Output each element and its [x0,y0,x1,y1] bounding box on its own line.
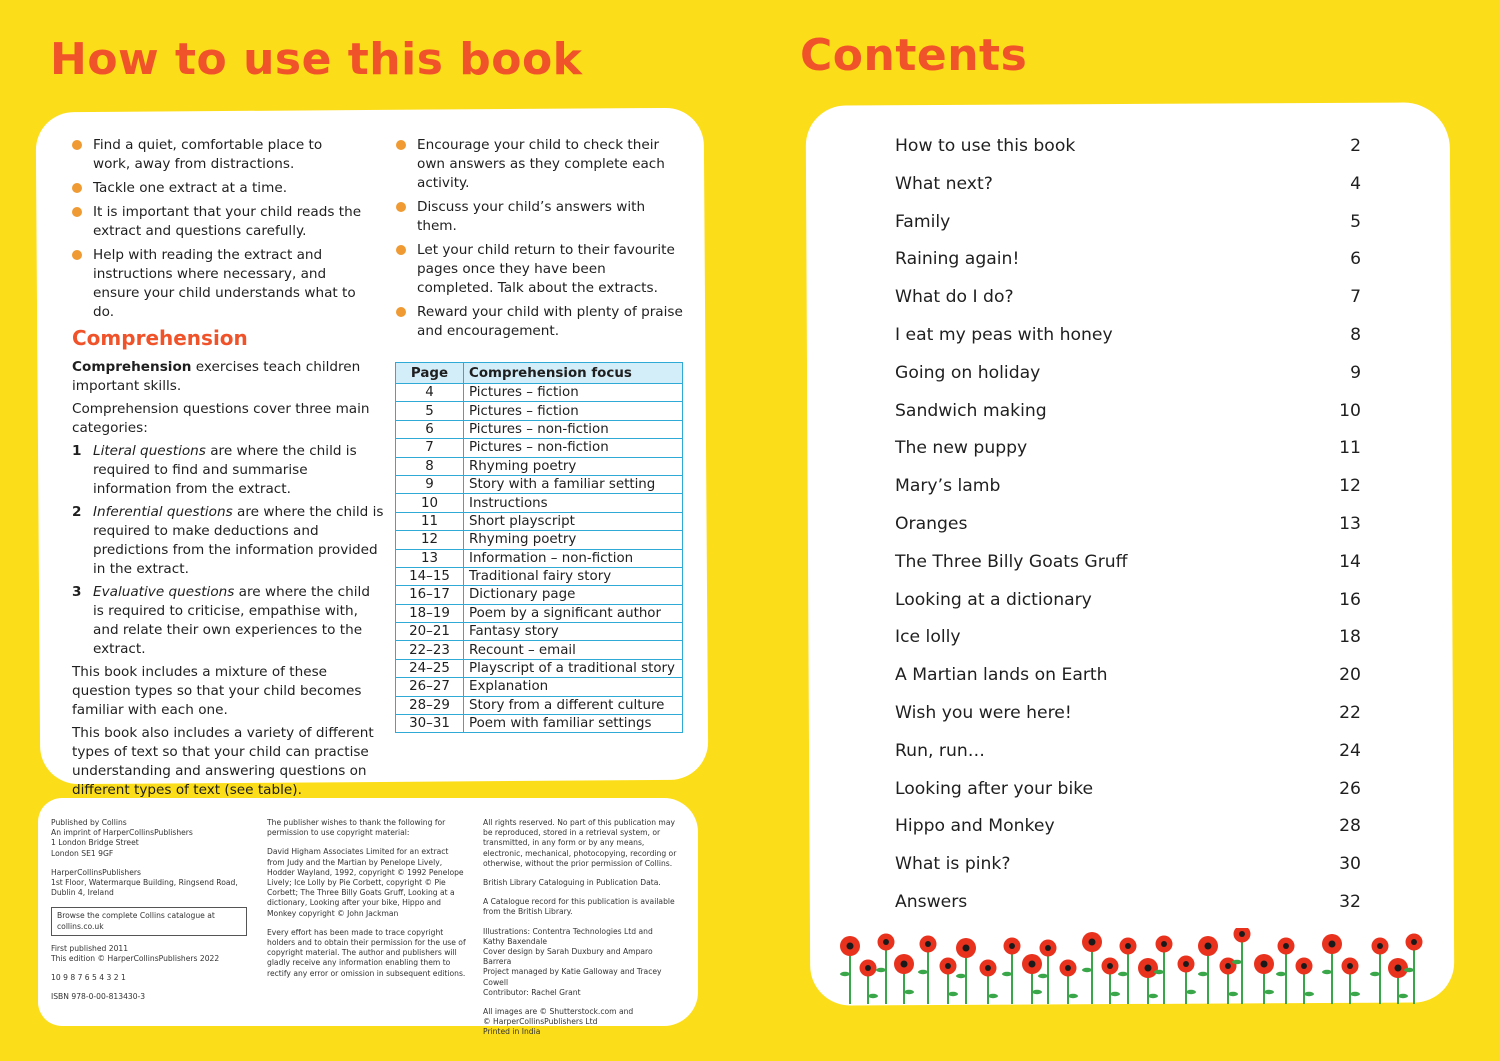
contents-entry-title: Raining again! [895,249,1020,270]
rights-text: All rights reserved. No part of this publication may be reproduced, stored in a retrieval system, or transmitted, in any form or by any means, electronic, mechanical, photocopying, recording or otherwise, without the prior permission of Collins. [483,818,677,868]
contents-entry-title: What next? [895,173,993,194]
bullet-dot-icon [72,140,82,150]
cell-focus: Pictures – non-fiction [464,420,683,438]
contents-entry-title: Hippo and Monkey [895,816,1055,837]
credits-block [483,927,683,998]
column-header-page: Page [396,363,464,384]
credit-line: Contributor: Rachel Grant [483,987,581,997]
printing-line: 10 9 8 7 6 5 4 3 2 1 [51,973,126,983]
address-block [51,868,251,899]
cell-page: 14–15 [396,567,464,585]
category-number: 2 [72,504,82,520]
poppy-icon [1370,938,1389,1005]
mixture-text: This book includes a mixture of these question types so that your child becomes familiar with each one. [72,664,362,718]
poppy-icon [1060,960,1079,1005]
bullet-dot-icon [396,245,406,255]
contents-entry-title: Looking after your bike [895,778,1094,799]
cell-page: 20–21 [396,623,464,641]
table-row [396,494,683,512]
credit-line: Kathy Baxendale [483,936,548,946]
contents-entry-page: 4 [1350,173,1361,194]
cell-focus: Playscript of a traditional story [464,659,683,677]
contents-entry-page: 32 [1339,891,1361,912]
poppy-icon [1404,934,1423,1005]
browse-catalogue-box: Browse the complete Collins catalogue at collins.co.uk [51,907,247,935]
tip-text: Reward your child with plenty of praise and encouragement. [417,304,683,339]
tip-item [396,198,686,236]
table-row [396,512,683,530]
contents-entry[interactable] [895,476,1361,514]
table-row [396,678,683,696]
contents-entry[interactable] [895,212,1361,250]
contents-entry[interactable] [895,136,1361,174]
bullet-dot-icon [396,140,406,150]
cell-focus: Pictures – fiction [464,402,683,420]
intro-rest: exercises teach children important skills. [72,359,361,394]
contents-entry-title: Wish you were here! [895,702,1072,723]
contents-entry[interactable] [895,665,1361,703]
column-header-focus: Comprehension focus [464,363,683,384]
contents-entry[interactable] [895,552,1361,590]
table-row [396,439,683,457]
contents-entry-page: 28 [1339,816,1361,837]
tip-item [72,203,362,241]
bullet-dot-icon [72,207,82,217]
tips-list-left [72,136,362,327]
cell-focus: Pictures – non-fiction [464,439,683,457]
catalogue-text: A Catalogue record for this publication is available from the British Library. [483,897,675,917]
poppy-icon [1220,958,1239,1005]
cell-focus: Dictionary page [464,586,683,604]
poppy-icon [1254,954,1274,1004]
contents-entry-page: 30 [1339,854,1361,875]
table-row [396,402,683,420]
publisher-block [51,818,251,859]
contents-entry-page: 10 [1339,400,1361,421]
table-row [396,623,683,641]
cell-page: 7 [396,439,464,457]
published-line: First published 2011 [51,943,129,953]
poppies-decoration [836,928,1436,1004]
contents-entry[interactable] [895,174,1361,212]
contents-entry[interactable] [895,325,1361,363]
publisher-line: An imprint of HarperCollinsPublishers [51,828,193,838]
poppy-icon [1198,936,1218,1004]
cell-focus: Instructions [464,494,683,512]
category-item [72,583,384,659]
poppy-icon [860,960,879,1005]
contents-entry-page: 14 [1339,551,1361,572]
comprehension-body [72,358,384,804]
poppy-icon [1038,940,1057,1005]
contents-entry-page: 2 [1350,136,1361,156]
cell-focus: Rhyming poetry [464,531,683,549]
contents-entry[interactable] [895,892,1361,930]
contents-entry[interactable] [895,249,1361,287]
cell-page: 22–23 [396,641,464,659]
contents-entry-title: Looking at a dictionary [895,589,1092,610]
cell-page: 6 [396,420,464,438]
contents-entry-title: Oranges [895,513,968,534]
poppy-icon [1322,934,1342,1004]
table-row [396,384,683,402]
contents-entry-page: 6 [1350,249,1361,270]
poppy-icon [918,936,937,1005]
images-line: All images are © Shutterstock.com and [483,1007,634,1017]
cell-page: 24–25 [396,659,464,677]
contents-entry[interactable] [895,363,1361,401]
tip-item [72,179,362,198]
contents-entry-page: 13 [1339,513,1361,534]
table-row [396,604,683,622]
category-item [72,503,384,579]
variety-text: This book also includes a variety of different types of text so that your child can practise understanding and answering questions on different types of text (see table). [72,725,374,798]
page-title-contents: Contents [800,30,1028,81]
category-number: 1 [72,443,82,459]
category-text: are where the child is required to criticise, empathise with, and relate their own experiences to the extract. [93,584,370,657]
poppy-icon [894,954,914,1004]
isbn: ISBN 978-0-00-813430-3 [51,992,146,1002]
tip-text: Find a quiet, comfortable place to work, away from distractions. [93,137,323,172]
credit-line: Illustrations: Contentra Technologies Ltd and [483,926,653,936]
publisher-line: 1 London Bridge Street [51,838,139,848]
contents-entry[interactable] [895,401,1361,439]
tip-item [396,241,686,298]
poppy-icon [1138,958,1158,1004]
contents-entry-page: 22 [1339,702,1361,723]
poppy-icon [980,960,999,1005]
intro-bold: Comprehension [72,359,192,375]
table-row [396,475,683,493]
cell-page: 11 [396,512,464,530]
contents-entry-page: 11 [1339,438,1361,459]
poppy-icon [1178,956,1197,1005]
tip-item [396,303,686,341]
address-line: Dublin 4, Ireland [51,888,114,898]
cell-page: 16–17 [396,586,464,604]
contents-entry[interactable] [895,779,1361,817]
contents-entry-page: 20 [1339,665,1361,686]
contents-entry[interactable] [895,438,1361,476]
table-row [396,531,683,549]
imprint-column-publisher [51,818,251,1012]
contents-entry-title: What do I do? [895,287,1014,308]
table-row [396,567,683,585]
cell-focus: Traditional fairy story [464,567,683,585]
thanks-text: The publisher wishes to thank the following for permission to use copyright material: [267,818,446,838]
cell-focus: Short playscript [464,512,683,530]
contents-entry-page: 26 [1339,778,1361,799]
page-title-how-to-use: How to use this book [50,34,583,85]
images-line: © HarperCollinsPublishers Ltd [483,1017,598,1027]
tip-text: Let your child return to their favourite pages once they have been completed. Talk about the extracts. [417,242,675,296]
category-number: 3 [72,584,82,600]
cell-focus: Information – non-fiction [464,549,683,567]
categories-intro: Comprehension questions cover three main categories: [72,401,370,436]
effort-text: Every effort has been made to trace copyright holders and to obtain their permission for the use of copyright material. The author and publishers will gladly receive any information enabling them to rectify any error or omission in subsequent editions. [267,927,466,978]
images-block [483,1007,683,1038]
images-line: Printed in India [483,1027,541,1037]
publisher-line: Published by Collins [51,818,127,827]
contents-entry-title: Mary’s lamb [895,476,1001,497]
contents-entry[interactable] [895,816,1361,854]
contents-entry-title: A Martian lands on Earth [895,665,1108,686]
contents-entry-page: 7 [1350,287,1361,308]
poppy-icon [840,936,860,1004]
credit-line: Project managed by Katie Galloway and Tracey Cowell [483,967,662,987]
cell-page: 10 [396,494,464,512]
category-text: are where the child is required to make deductions and predictions from the information provided in the extract. [93,504,384,577]
cell-focus: Poem by a significant author [464,604,683,622]
tip-text: Tackle one extract at a time. [93,180,288,196]
cell-focus: Story from a different culture [464,696,683,714]
cell-focus: Story with a familiar setting [464,475,683,493]
contents-entry[interactable] [895,703,1361,741]
contents-entry[interactable] [895,590,1361,628]
comprehension-heading: Comprehension [72,326,248,350]
category-term: Literal questions [93,443,206,459]
category-item [72,442,384,499]
address-line: 1st Floor, Watermarque Building, Ringsend Road, [51,878,238,888]
contents-entry-title: Run, run… [895,740,985,761]
category-text: are where the child is required to find and summarise information from the extract. [93,443,357,497]
contents-entry[interactable] [895,287,1361,325]
contents-entry-title: The new puppy [895,438,1028,459]
comprehension-intro [72,358,384,396]
poppy-icon [1296,958,1315,1005]
contents-entry[interactable] [895,741,1361,779]
contents-entry-title: What is pink? [895,854,1011,875]
bullet-dot-icon [396,307,406,317]
tip-text: It is important that your child reads the extract and questions carefully. [93,204,362,239]
published-block [51,944,251,964]
copyright-credits: David Higham Associates Limited for an extract from Judy and the Martian by Penelope Lively, Hodder Wayland, 1992, copyright © 1992 Penelope Lively; Ice Lolly by Pie Corbett, copyright © Pie Corbett; The Three Billy Goats Gruff, Looking at a dictionary, Looking after your bike, Hippo and Monkey copyright © John Jackman [267,847,464,918]
imprint-column-rights [483,818,683,1047]
poppy-icon [1022,954,1042,1004]
table-row [396,549,683,567]
contents-entry-title: The Three Billy Goats Gruff [895,551,1128,572]
table-row [396,696,683,714]
poppy-icon [876,934,895,1005]
table-row [396,641,683,659]
poppy-icon [1342,958,1361,1005]
cell-focus: Rhyming poetry [464,457,683,475]
contents-entry-title: Family [895,211,951,232]
tip-text: Encourage your child to check their own answers as they complete each activity. [417,137,665,191]
cell-page: 18–19 [396,604,464,622]
contents-list [895,136,1361,930]
cell-page: 13 [396,549,464,567]
table-row [396,586,683,604]
table-row [396,420,683,438]
cip-text: British Library Cataloguing in Publication Data. [483,878,661,888]
cell-page: 9 [396,475,464,493]
poppy-icon [1118,938,1137,1005]
poppy-icon [1002,938,1021,1005]
cell-page: 5 [396,402,464,420]
cell-focus: Fantasy story [464,623,683,641]
contents-entry[interactable] [895,627,1361,665]
tip-item [396,136,686,193]
cell-page: 30–31 [396,715,464,733]
cell-page: 4 [396,384,464,402]
poppy-icon [956,938,976,1004]
poppy-icon [1082,932,1102,1004]
contents-entry-title: Sandwich making [895,400,1047,421]
cell-focus: Recount – email [464,641,683,659]
credit-line: Cover design by Sarah Duxbury and Amparo Barrera [483,947,653,967]
cell-page: 8 [396,457,464,475]
contents-entry-title: How to use this book [895,136,1076,156]
table-row [396,457,683,475]
poppy-icon [1102,958,1121,1005]
contents-entry-title: I eat my peas with honey [895,324,1113,345]
publisher-line: London SE1 9GF [51,848,114,858]
contents-entry-title: Ice lolly [895,627,961,648]
contents-entry-title: Answers [895,891,968,912]
table-row [396,715,683,733]
poppy-icon [1276,938,1295,1005]
tip-item [72,136,362,174]
published-line: This edition © HarperCollinsPublishers 2022 [51,954,220,964]
category-term: Evaluative questions [93,584,235,600]
cell-focus: Explanation [464,678,683,696]
tips-list-right [396,136,686,346]
contents-entry-page: 5 [1350,211,1361,232]
cell-page: 26–27 [396,678,464,696]
table-body [396,384,683,733]
bullet-dot-icon [396,202,406,212]
contents-entry-page: 18 [1339,627,1361,648]
contents-entry-title: Going on holiday [895,362,1041,383]
contents-entry-page: 16 [1339,589,1361,610]
contents-entry-page: 12 [1339,476,1361,497]
contents-entry-page: 24 [1339,740,1361,761]
tip-item [72,246,362,322]
poppy-icon [940,958,959,1005]
category-term: Inferential questions [93,504,233,520]
cell-focus: Pictures – fiction [464,384,683,402]
bullet-dot-icon [72,250,82,260]
cell-page: 12 [396,531,464,549]
table-header-row [396,363,683,384]
comprehension-focus-table [395,362,683,733]
poppy-icon [1388,958,1408,1004]
tip-text: Help with reading the extract and instructions where necessary, and ensure your child understands what to do. [93,247,356,320]
bullet-dot-icon [72,183,82,193]
contents-entry-page: 9 [1350,362,1361,383]
contents-entry[interactable] [895,854,1361,892]
address-line: HarperCollinsPublishers [51,867,141,877]
cell-page: 28–29 [396,696,464,714]
imprint-column-permissions [267,818,467,988]
table-row [396,659,683,677]
contents-entry[interactable] [895,514,1361,552]
tip-text: Discuss your child’s answers with them. [417,199,646,234]
contents-entry-page: 8 [1350,324,1361,345]
cell-focus: Poem with familiar settings [464,715,683,733]
